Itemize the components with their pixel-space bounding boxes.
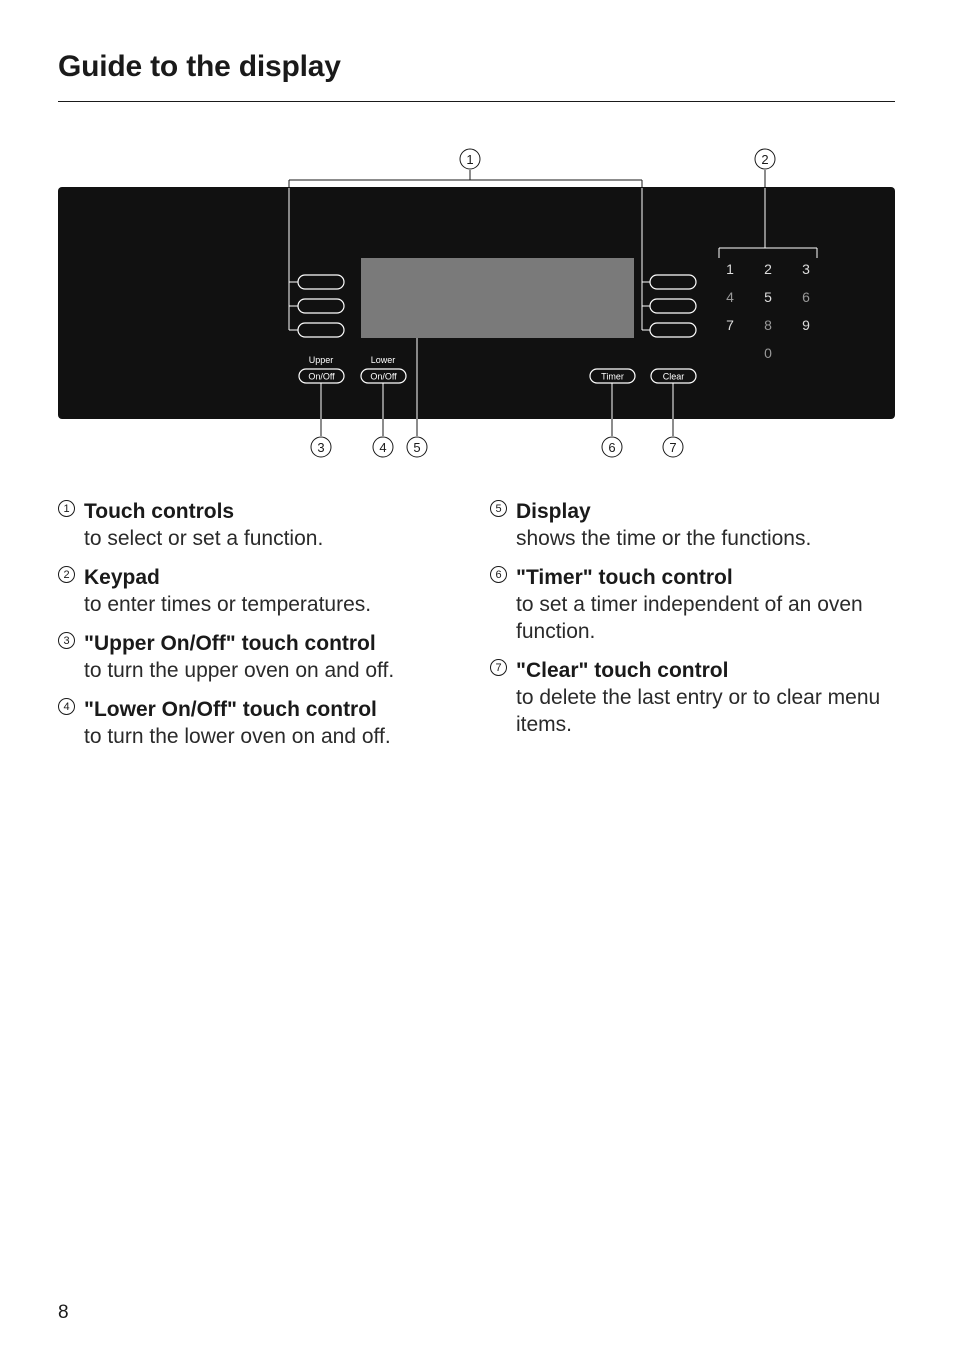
legend-number-1: 1 bbox=[58, 500, 75, 517]
lower-onoff-label: On/Off bbox=[370, 371, 397, 382]
keypad-key-0[interactable]: 0 bbox=[764, 345, 772, 361]
legend-title-6: "Timer" touch control bbox=[516, 566, 733, 589]
keypad-key-6[interactable]: 6 bbox=[802, 289, 810, 305]
legend-number-7: 7 bbox=[490, 659, 507, 676]
legend-text-5: shows the time or the functions. bbox=[516, 527, 812, 550]
legend-number-4: 4 bbox=[58, 698, 75, 715]
lower-label: Lower bbox=[370, 355, 396, 365]
display-screen bbox=[361, 258, 634, 338]
callout-4-label: 4 bbox=[379, 440, 387, 455]
legend-item-7 bbox=[490, 657, 900, 738]
legend-text-6: to set a timer independent of an oven function. bbox=[516, 593, 863, 643]
legend-number-2: 2 bbox=[58, 566, 75, 583]
callout-6-label: 6 bbox=[608, 440, 616, 455]
upper-onoff-label: On/Off bbox=[308, 371, 335, 382]
timer-label: Timer bbox=[601, 371, 624, 382]
callout-7-label: 7 bbox=[669, 440, 677, 455]
keypad-key-9[interactable]: 9 bbox=[802, 317, 810, 333]
legend-title-5: Display bbox=[516, 500, 591, 523]
keypad-key-1[interactable]: 1 bbox=[726, 261, 734, 277]
legend-item-6 bbox=[490, 564, 900, 645]
legend-title-4: "Lower On/Off" touch control bbox=[84, 698, 377, 721]
keypad-key-2[interactable]: 2 bbox=[764, 261, 772, 277]
legend-text-3: to turn the upper oven on and off. bbox=[84, 659, 395, 682]
bottom-leaders-outside bbox=[321, 419, 673, 436]
page-number: 8 bbox=[58, 1302, 69, 1323]
legend-text-2: to enter times or temperatures. bbox=[84, 593, 372, 616]
keypad-key-5[interactable]: 5 bbox=[764, 289, 772, 305]
legend-item-3 bbox=[58, 630, 478, 684]
keypad-key-3[interactable]: 3 bbox=[802, 261, 810, 277]
clear-label: Clear bbox=[662, 371, 685, 382]
keypad-key-7[interactable]: 7 bbox=[726, 317, 734, 333]
legend-title-7: "Clear" touch control bbox=[516, 659, 729, 682]
legend-title-3: "Upper On/Off" touch control bbox=[84, 632, 376, 655]
callout-5-label: 5 bbox=[413, 440, 421, 455]
page-title: Guide to the display bbox=[58, 50, 341, 83]
legend-text-7: to delete the last entry or to clear menu items. bbox=[516, 686, 881, 736]
upper-label: Upper bbox=[308, 355, 334, 365]
legend-item-5 bbox=[490, 498, 900, 552]
legend-title-2: Keypad bbox=[84, 566, 160, 589]
control-panel-diagram bbox=[0, 0, 954, 480]
legend-text-4: to turn the lower oven on and off. bbox=[84, 725, 391, 748]
legend-item-4 bbox=[58, 696, 478, 750]
callout-1-label: 1 bbox=[466, 152, 474, 167]
description-column-left bbox=[58, 498, 478, 762]
legend-number-5: 5 bbox=[490, 500, 507, 517]
description-column-right bbox=[490, 498, 900, 750]
callout-2-label: 2 bbox=[761, 152, 769, 167]
callout-1-bracket bbox=[289, 170, 642, 188]
callout-3-label: 3 bbox=[317, 440, 325, 455]
legend-title-1: Touch controls bbox=[84, 500, 235, 523]
legend-number-3: 3 bbox=[58, 632, 75, 649]
legend-item-2 bbox=[58, 564, 478, 618]
legend-number-6: 6 bbox=[490, 566, 507, 583]
keypad-key-4[interactable]: 4 bbox=[726, 289, 734, 305]
legend-item-1 bbox=[58, 498, 478, 552]
keypad-key-8[interactable]: 8 bbox=[764, 317, 772, 333]
legend-text-1: to select or set a function. bbox=[84, 527, 324, 550]
